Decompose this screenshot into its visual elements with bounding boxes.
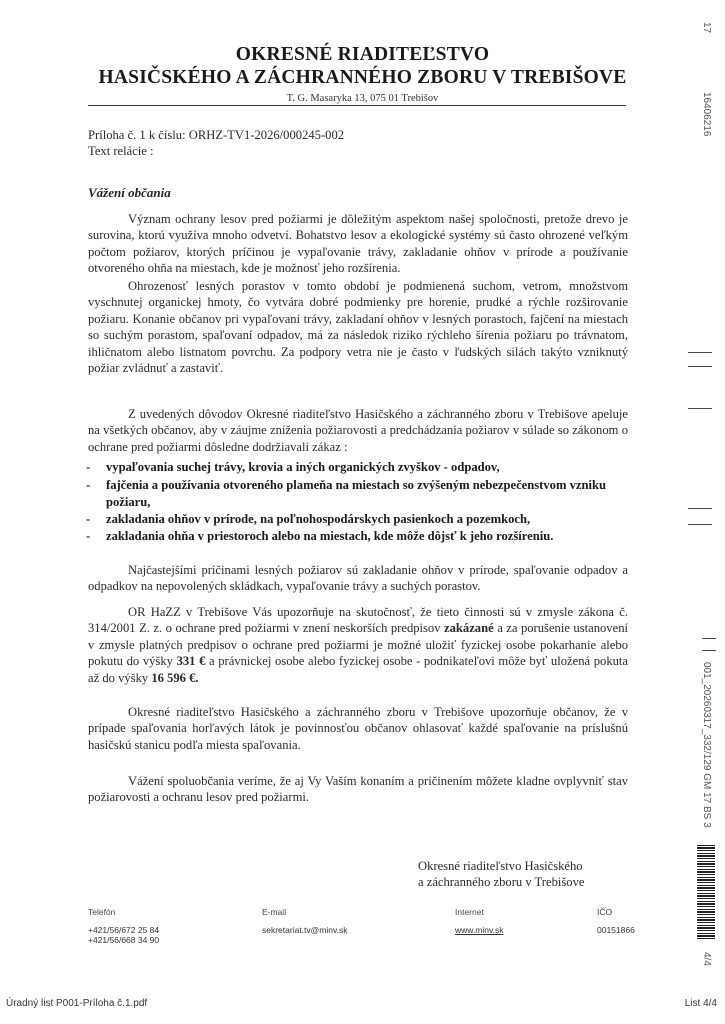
signature-line2: a záchranného zboru v Trebišove (418, 875, 585, 889)
paragraph-7-text: Vážení spoluobčania veríme, že aj Vy Vaším konaním a pričinením môžete kladne ovplyvniť stav požiarovosti a ochranu lesov pred požiarmi. (88, 774, 628, 805)
bullet-dash: - (86, 478, 91, 492)
bullet-item (86, 477, 646, 511)
fine-legal-entity: 16 596 €. (151, 670, 199, 685)
bullet-item (86, 459, 646, 476)
bullet-dash: - (86, 512, 91, 526)
side-page-number: 17 (701, 22, 712, 34)
side-document-number: 16406216 (701, 92, 712, 137)
footer-email-label: E-mail (262, 907, 287, 917)
bullet-text: vypaľovania suchej trávy, krovia a iných organických zvyškov - odpadov, (106, 460, 500, 474)
paragraph-3-text: Z uvedených dôvodov Okresné riaditeľstvo Hasičského a záchranného zboru v Trebišove apeluje na všetkých občanov, aby v záujme zníženia požiarovosti a predchádzania požiarov v súlade so zákonom o ochrane pred požiarmi dôsledne dodržiavali zákaz : (88, 407, 628, 454)
bullet-item (86, 528, 646, 545)
scan-mark (688, 408, 712, 409)
paragraph-3 (88, 406, 628, 455)
paragraph-1-text: Význam ochrany lesov pred požiarmi je dôležitým aspektom našej spoločnosti, pretože drevo je surovina, ktorú využíva mnoho odvetví. Bohatstvo lesov a ekologické systémy sú často ohrozené veľkým počtom požiarov, ktorých príčinou je vypaľovanie trávy, zakladanie ohňov v prírode a používanie otvoreného ohňa na miestach, kde je možnosť jeho rozšírenia. (88, 212, 628, 276)
paragraph-1 (88, 211, 628, 277)
scan-mark (688, 366, 712, 367)
paragraph-6 (88, 704, 628, 753)
scan-mark (688, 508, 712, 509)
bullet-item (86, 511, 646, 528)
header-title-line1: OKRESNÉ RIADITEĽSTVO (235, 44, 490, 65)
scan-mark (688, 524, 712, 525)
attachment-reference: Príloha č. 1 k číslu: ORHZ-TV1-2026/000245-002 (88, 128, 345, 142)
footer-ico-label: IČO (597, 907, 613, 917)
bullet-dash: - (86, 529, 91, 543)
header-address: T. G. Masaryka 13, 075 01 Trebišov (286, 93, 439, 104)
paragraph-4-text: Najčastejšími príčinami lesných požiarov sú zakladanie ohňov v prírode, spaľovanie odpadov a odpadkov na nepovolených skládkach, vypaľovanie trávy a suchých porastov. (88, 563, 628, 594)
scan-mark (702, 638, 716, 639)
paragraph-5 (88, 604, 628, 686)
bottom-file-name: Úradný list P001-Príloha č.1.pdf (6, 998, 148, 1009)
signature-line1: Okresné riaditeľstvo Hasičského (418, 859, 583, 873)
scan-mark (702, 650, 716, 651)
footer-internet-link[interactable]: www.minv.sk (455, 925, 504, 935)
paragraph-2-text: Ohrozenosť lesných porastov v tomto období je podmienená suchom, vetrom, množstvom vyschnutej organickej hmoty, čo vytvára dobré podmienky pre horenie, prudké a rýchle rozširovanie požiaru. Konanie občanov pri vypaľovaní trávy, zakladaní ohňov v lesných porastoch, fajčení na miestach so suchým porastom, spaľovaní odpadov, má za následok riziko rýchleho šírenia požiaru po trávnatom, ihličnatom alebo listnatom povrchu. Za podpory vetra nie je často v ľudských silách takýto vzniknutý požiar zvládnuť a zastaviť. (88, 279, 628, 376)
paragraph-2 (88, 278, 628, 376)
header-rule (88, 105, 626, 106)
footer-email[interactable]: sekretariat.tv@minv.sk (262, 925, 348, 935)
bottom-page-indicator: List 4/4 (684, 998, 717, 1009)
paragraph-5-text: OR HaZZ v Trebišove Vás upozorňuje na skutočnosť, že tieto činnosti sú v zmysle zákona č. 314/2001 Z. z. o ochrane pred požiarmi v znení neskorších predpisov (88, 605, 628, 636)
footer-ico: 00151866 (597, 925, 635, 935)
fine-individual: 331 € (176, 654, 206, 669)
barcode (697, 845, 715, 940)
bullet-text: zakladania ohňa v priestoroch alebo na miestach, kde môže dôjsť k jeho rozšíreniu. (106, 529, 554, 543)
footer-phone-label: Telefón (88, 907, 116, 917)
paragraph-7 (88, 773, 628, 806)
side-page-count: 4/4 (701, 952, 712, 966)
footer-phone-1: +421/56/672 25 84 (88, 925, 160, 935)
bullet-text: zakladania ohňov v prírode, na poľnohospodárskych pasienkoch a pozemkoch, (106, 512, 531, 526)
scan-mark (688, 352, 712, 353)
text-label: Text relácie : (88, 144, 154, 158)
bullet-dash: - (86, 460, 91, 474)
footer-phone-2: +421/56/668 34 90 (88, 935, 160, 945)
greeting: Vážení občania (88, 185, 171, 200)
paragraph-6-text: Okresné riaditeľstvo Hasičského a záchranného zboru v Trebišove upozorňuje občanov, že v prípade spaľovania horľavých látok je povinnosťou občanov ohlasovať každé spaľovanie na príslušnú hasičskú stanicu podľa miesta spaľovania. (88, 705, 628, 752)
footer-internet-label: Internet (455, 907, 484, 917)
paragraph-5-text: a právnickej osobe alebo fyzickej osobe - podnikateľovi môže byť uložená pokuta až do výšky (88, 654, 628, 685)
header-title-line2: HASIČSKÉHO A ZÁCHRANNÉHO ZBORU V TREBIŠOVE (98, 67, 627, 88)
side-registry-code: 001_20260317_332/129 GM 17 BS 3 (701, 662, 712, 828)
paragraph-5-text: a za porušenie ustanovení v zmysle platných predpisov o ochrane pred požiarmi je možné uložiť fyzickej osobe pokarhanie alebo pokutu do výšky (88, 621, 628, 669)
prohibited-word: zakázané (444, 621, 494, 636)
paragraph-4 (88, 562, 628, 595)
bullet-text: fajčenia a používania otvoreného plameňa na miestach so zvýšeným nebezpečenstvom vzniku požiaru, (106, 478, 607, 509)
